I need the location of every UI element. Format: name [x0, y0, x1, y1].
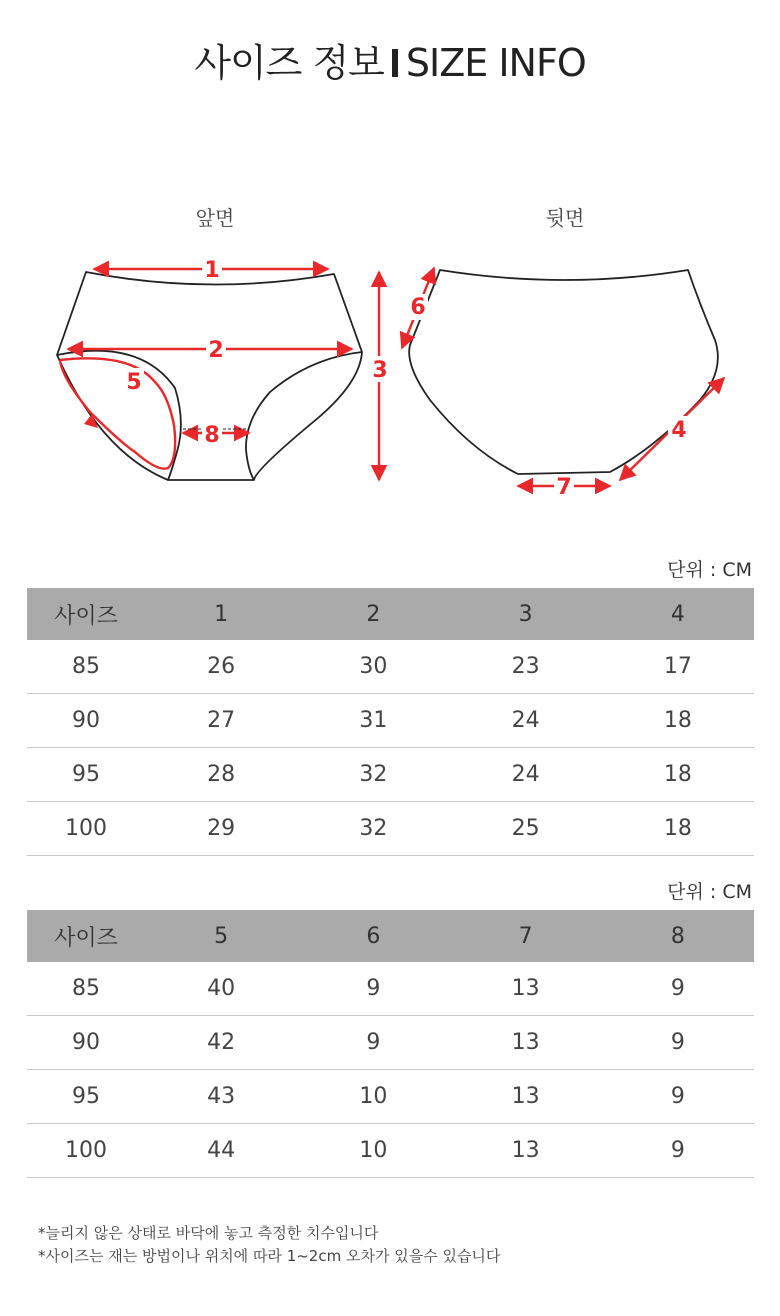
- table-cell: 23: [450, 640, 602, 694]
- table-cell: 31: [297, 694, 449, 748]
- table-header-cell: 사이즈: [27, 588, 145, 640]
- table-header-row: [27, 910, 754, 962]
- table-cell: 100: [27, 802, 145, 856]
- table-cell: 9: [297, 1016, 449, 1070]
- measure-label-1: 1: [204, 258, 220, 283]
- table-cell: 18: [602, 802, 754, 856]
- table-cell: 27: [145, 694, 297, 748]
- table-cell: 28: [145, 748, 297, 802]
- table-cell: 18: [602, 694, 754, 748]
- table-cell: 85: [27, 962, 145, 1016]
- front-garment-outline: [57, 272, 362, 480]
- front-view-label: 앞면: [195, 206, 235, 230]
- title-divider: [392, 49, 398, 77]
- table-cell: 90: [27, 694, 145, 748]
- table-cell: 29: [145, 802, 297, 856]
- table-header-cell: 2: [297, 588, 449, 640]
- table-cell: 26: [145, 640, 297, 694]
- table-row: [27, 640, 754, 694]
- table-cell: 9: [602, 1070, 754, 1124]
- unit-label-2: 단위 : CM: [667, 881, 752, 903]
- back-view-label: 뒷면: [545, 206, 585, 230]
- table-cell: 10: [297, 1070, 449, 1124]
- size-table-1: [27, 588, 754, 856]
- measure-label-5: 5: [126, 370, 142, 395]
- unit-label-1: 단위 : CM: [667, 559, 752, 581]
- table-cell: 24: [450, 748, 602, 802]
- table-row: [27, 962, 754, 1016]
- table-header-row: [27, 588, 754, 640]
- table-cell: 9: [602, 1124, 754, 1178]
- table-cell: 32: [297, 802, 449, 856]
- table-header-cell: 7: [450, 910, 602, 962]
- table-row: [27, 1124, 754, 1178]
- measure-arrow-5: [60, 358, 175, 468]
- page-title: [0, 32, 780, 87]
- note-line: *늘리지 않은 상태로 바닥에 놓고 측정한 치수입니다: [38, 1224, 379, 1242]
- measure-label-3: 3: [372, 358, 388, 383]
- table-header-cell: 사이즈: [27, 910, 145, 962]
- table-row: [27, 1016, 754, 1070]
- table-row: [27, 748, 754, 802]
- size-table-2: [27, 910, 754, 1178]
- table-header-cell: 1: [145, 588, 297, 640]
- table-cell: 18: [602, 748, 754, 802]
- table-header-cell: 6: [297, 910, 449, 962]
- table-cell: 43: [145, 1070, 297, 1124]
- title-english: SIZE INFO: [405, 41, 586, 85]
- measure-label-6: 6: [410, 295, 426, 320]
- table-row: [27, 802, 754, 856]
- table-cell: 30: [297, 640, 449, 694]
- measure-label-8: 8: [204, 423, 220, 448]
- measure-label-2: 2: [208, 338, 224, 363]
- table-cell: 44: [145, 1124, 297, 1178]
- table-header-cell: 3: [450, 588, 602, 640]
- table-cell: 13: [450, 962, 602, 1016]
- table-header-cell: 8: [602, 910, 754, 962]
- table-cell: 13: [450, 1016, 602, 1070]
- table-cell: 25: [450, 802, 602, 856]
- title-korean: 사이즈 정보: [194, 41, 384, 85]
- size-diagram: [0, 240, 780, 500]
- table-header-cell: 5: [145, 910, 297, 962]
- table-cell: 95: [27, 1070, 145, 1124]
- table-cell: 42: [145, 1016, 297, 1070]
- table-cell: 10: [297, 1124, 449, 1178]
- measure-label-7: 7: [556, 475, 572, 500]
- table-cell: 40: [145, 962, 297, 1016]
- table-cell: 95: [27, 748, 145, 802]
- table-cell: 24: [450, 694, 602, 748]
- table-row: [27, 694, 754, 748]
- note-line: *사이즈는 재는 방법이나 위치에 따라 1~2cm 오차가 있을수 있습니다: [38, 1247, 501, 1265]
- table-cell: 17: [602, 640, 754, 694]
- table-cell: 90: [27, 1016, 145, 1070]
- table-cell: 13: [450, 1070, 602, 1124]
- table-cell: 9: [602, 962, 754, 1016]
- measure-label-4: 4: [671, 418, 687, 443]
- table-cell: 13: [450, 1124, 602, 1178]
- table-row: [27, 1070, 754, 1124]
- measurement-notes: [38, 1222, 500, 1268]
- table-cell: 100: [27, 1124, 145, 1178]
- table-cell: 9: [602, 1016, 754, 1070]
- table-header-cell: 4: [602, 588, 754, 640]
- table-cell: 85: [27, 640, 145, 694]
- table-cell: 32: [297, 748, 449, 802]
- table-cell: 9: [297, 962, 449, 1016]
- back-garment-outline: [409, 270, 718, 474]
